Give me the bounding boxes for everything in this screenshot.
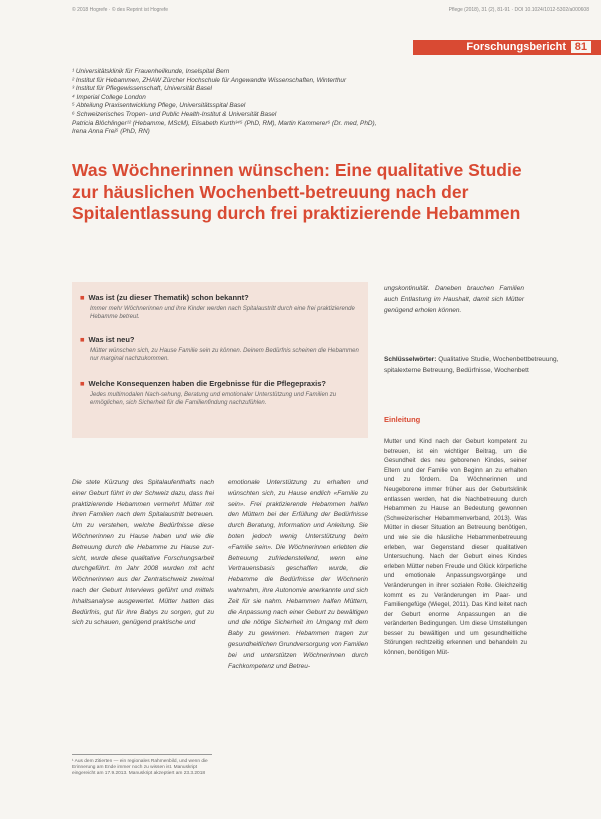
bullet-icon: ■	[80, 335, 85, 344]
running-header	[72, 7, 589, 13]
abstract-column-1: Die stete Kürzung des Spitalaufenthalts nach einer Geburt führt in der Schweiz dazu, dass frei praktizierende Hebammen vermehrt Mütter mit ihren Familien nach dem Spitalaustritt betreuen. Um zu verstehen, welche Bedürfnisse diese Wöchnerinnen zu Hause haben und wie die Betreuung durch die Hebamme zu Hause zur-sicht, wurde diese qualitative Forschungsarbeit durchgeführt. Im Jahr 2008 wurden mit acht Wöchnerinnen aus der Zentralschweiz zweimal nach der Geburt Interviews geführt und mittels Inhaltsanalyse ausgewertet. Mütter hatten das Bedürfnis, gut für ihre Babys zu sorgen, gut zu sich zu schauen, genügend praktische und	[72, 479, 214, 627]
answer-3: Jedes multimodalen Nach-sehung, Beratung und emotionaler Unterstützung und Familien zu ermöglichen, sich Sicherheit für die Familienfindung nachzufühlen.	[90, 392, 337, 406]
running-header-right: Pflege (2018), 31 (2), 81-91 · DOI 10.1024/1012-5302/a000608	[448, 7, 589, 13]
keywords-label: Schlüsselwörter:	[384, 356, 437, 363]
affiliations	[72, 68, 542, 137]
abstract-column-2: emotionale Unterstützung zu erhalten und wünschten sich, zu Hause endlich «Familie zu sein». Frei praktizierende Hebammen halfen den Müttern bei der Erfüllung der Bedürfnisse durch Beratung, Information und Anleitung. Sie boten jedoch wenig Unterstützung beim «Familie sein». Die Wöchnerinnen erlebten die Betreuung zufriedenstellend, wenn eine Vertrauensbasis geschaffen wurde, die Hebamme die Bedürfnisse der Wöchnerin wahrnahm, ihre Autonomie anerkannte und sich Zeit für sie nahm. Hebammen halfen Müttern, die Anpassung nach einer Geburt zu bewältigen und die nötige Sicherheit im Umgang mit dem Baby zu gewinnen. Hebammen tragen zur gesundheitlichen Grundversorgung von Familien bei und unterstützen Wöchnerinnen durch Fachkompetenz und Betreu-	[228, 479, 368, 670]
author-line: Irena Anna Frei⁵ (PhD, RN)	[72, 128, 150, 136]
body-column-3: Mutter und Kind nach der Geburt kompetent zu betreuen, ist ein wichtiger Beitrag, um die Gesundheit des neu geborenen Kindes, seiner Eltern und der Familie von Beginn an zu erhalten und zu fördern. Da Wöchnerinnen und Neugeborene immer früher aus der Geburtsklinik entlassen werden, hat die Nachbetreuung durch Hebammen zu Hause an Bedeutung gewonnen (Schweizerischer Hebammenverband, 2013). Was Mütter in dieser Situation an Betreuung benötigen, und wie sie die häusliche Hebammenbetreuung erleben, war Gegenstand dieser qualitativen Untersuchung. Nach der Geburt eines Kindes erleben Mütter neben Freude und Glück körperliche und emotionale Anpassungsvorgänge und Veränderungen in ihrer sozialen Rolle. Gleichzeitig kommt es zu Veränderungen im Paar- und Familiengefüge (Wiegel, 2011). Das Kind leitet nach der Geburt enorme Anpassungen an die veränderten Bedingungen. Um diese Umstellungen besser zu bewältigen und um gesundheitliche Störungen rechtzeitig erkennen und behandeln zu können, benötigen Müt-	[384, 438, 527, 657]
keywords-text: Qualitative Studie, Wochenbettbetreuung, spitalexterne Betreuung, Bedürfnisse, Wochenbett	[384, 356, 559, 374]
keywords	[384, 355, 590, 376]
question-1	[80, 293, 249, 302]
affiliation-line: ⁴ Imperial College London	[72, 93, 146, 101]
page-number: 81	[571, 41, 591, 53]
article-title: Was Wöchnerinnen wünschen: Eine qualitative Studie zur häuslichen Wochenbett-betreuung nach der Spitalentlassung durch frei praktizierende Hebammen	[72, 160, 522, 223]
affiliation-line: ¹ Universitätsklinik für Frauenheilkunde, Inselspital Bern	[72, 68, 230, 75]
answer-1: Immer mehr Wöchnerinnen und ihre Kinder werden nach Spitalaustritt durch eine frei praktizierende Hebamme betreut.	[90, 306, 355, 320]
bullet-icon: ■	[80, 293, 85, 302]
question-2	[80, 335, 135, 344]
author-line: Patricia Blöchlinger¹² (Hebamme, MScM), Elisabeth Kurth³⁴⁵ (PhD, RM), Martin Kammerer⁶ (Dr. med, PhD),	[72, 119, 377, 127]
question-3-text: Welche Konsequenzen haben die Ergebnisse für die Pflegepraxis?	[88, 379, 326, 388]
section-label: Forschungsbericht	[466, 41, 566, 53]
bullet-icon: ■	[80, 379, 85, 388]
question-2-text: Was ist neu?	[88, 335, 135, 344]
affiliation-line: ⁵ Abteilung Praxisentwicklung Pflege, Universitätsspital Basel	[72, 102, 246, 110]
key-points-box	[72, 282, 368, 438]
footnote: ¹ Aus dem Zitierten — ein regionales Rahmenbild, und wenn die Erinnerung am Ende immer noch zu wissen ist. Manuskript eingereicht am 17.9.2013. Manuskript akzeptiert am 23.3.2018	[72, 754, 212, 778]
affiliation-line: ² Institut für Hebammen, ZHAW Zürcher Hochschule für Angewandte Wissenschaften, Winterthur	[72, 76, 347, 84]
section-heading-einleitung: Einleitung	[384, 415, 421, 424]
abstract-column-3-top: ungskontinuität. Daneben brauchen Familien auch Entlastung im Haushalt, damit sich Mütter genügend erholen können.	[384, 285, 524, 314]
running-header-left: © 2018 Hogrefe · © des Reprint ist Hogrefe	[72, 7, 169, 13]
question-3	[80, 379, 326, 388]
question-1-text: Was ist (zu dieser Thematik) schon bekannt?	[88, 293, 249, 302]
affiliation-line: ³ Institut für Pflegewissenschaft, Universität Basel	[72, 85, 212, 93]
answer-2: Mütter wünschen sich, zu Hause Familie sein zu können. Deinem Bedürfnis scheinen die Hebammen nur marginal nachzukommen.	[90, 348, 359, 362]
affiliation-line: ⁶ Schweizerisches Tropen- und Public Health-Institut & Universität Basel	[72, 110, 277, 118]
